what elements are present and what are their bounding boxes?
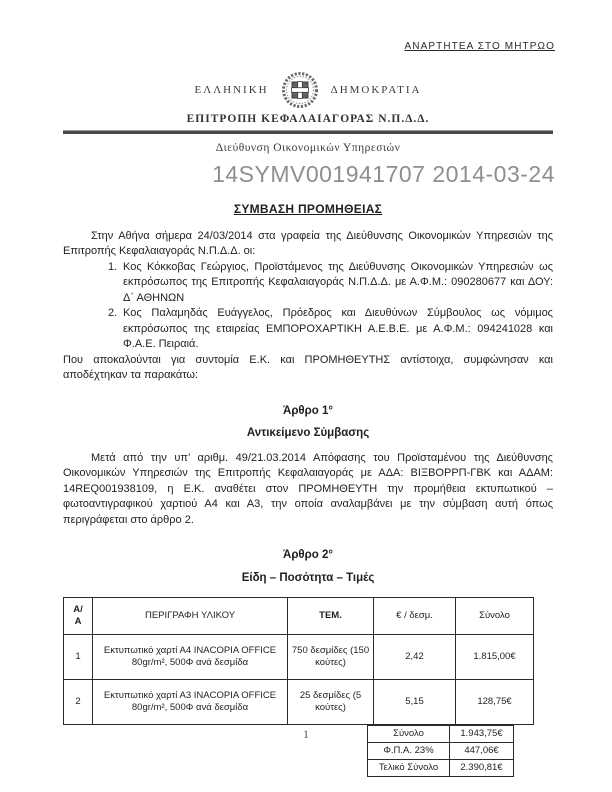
republic-right-label: ΔΗΜΟΚΡΑΤΙΑ	[330, 84, 422, 96]
republic-row	[63, 70, 553, 110]
protocol-number: 14SYMV001941707 2014-03-24	[212, 161, 555, 187]
summary-label: Φ.Π.Α. 23%	[368, 743, 450, 760]
cell-total: 128,75€	[456, 680, 534, 725]
article2-subheading: Είδη – Ποσότητα – Τιμές	[241, 571, 375, 584]
summary-row-vat	[368, 743, 514, 760]
contract-body	[63, 202, 553, 777]
article1-subheading: Αντικείμενο Σύμβασης	[246, 427, 370, 439]
registry-stamp: ΑΝΑΡΤΗΤΕΑ ΣΤΟ ΜΗΤΡΩΟ	[404, 41, 555, 52]
cell-quantity: 25 δεσμίδες (5 κούτες)	[288, 680, 374, 725]
summary-value: 1.943,75€	[450, 726, 514, 743]
letterhead	[63, 70, 553, 154]
document-title: ΣΥΜΒΑΣΗ ΠΡΟΜΗΘΕΙΑΣ	[233, 202, 383, 216]
cell-unit-price: 2,42	[374, 635, 456, 680]
list-item-marker: 1.	[108, 260, 118, 273]
agreement-clause: Που αποκαλούνται για συντομία Ε.Κ. και ΠΡΟΜΗΘΕΥΤΗΣ αντίστοιχα, συμφώνησαν και αποδέχτηκαν τα παρακάτω:	[63, 353, 553, 381]
cell-row-number: 2	[64, 680, 93, 725]
list-item	[108, 306, 553, 353]
list-item	[108, 260, 553, 307]
header-cell-aa	[64, 598, 93, 635]
article2-heading: Άρθρο 2°	[283, 549, 333, 561]
republic-left-label: ΕΛΛΗΝΙΚΗ	[194, 84, 269, 96]
organization-name: ΕΠΙΤΡΟΠΗ ΚΕΦΑΛΑΙΑΓΟΡΑΣ Ν.Π.Δ.Δ.	[186, 113, 430, 125]
summary-label: Σύνολο	[368, 726, 450, 743]
page-number: 1	[303, 727, 309, 741]
intro-paragraph: Στην Αθήνα σήμερα 24/03/2014 στα γραφεία της Διεύθυνσης Οικονομικών Υπηρεσιών της Επιτροπής Κεφαλαιαγοράς Ν.Π.Δ.Δ. οι:	[63, 229, 553, 257]
cell-description: Εκτυπωτικό χαρτί Α4 INACOPIA OFFICE 80gr/m², 500Φ ανά δεσμίδα	[93, 635, 288, 680]
summary-label: Τελικό Σύνολο	[368, 760, 450, 777]
list-item-marker: 2.	[108, 307, 118, 319]
greek-coat-of-arms-icon	[279, 70, 321, 110]
party-list	[108, 260, 553, 353]
article1-body: Μετά από την υπ’ αριθμ. 49/21.03.2014 Απόφασης του Προϊσταμένου της Διεύθυνσης Οικονομικών Υπηρεσιών της Επιτροπής Κεφαλαιαγοράς με ΑΔΑ: ΒΙΞΒΟΡΡΠ-ΓΒΚ και ΑΔΑΜ: 14REQ001938109, η Ε.Κ. αναθέτει στον ΠΡΟΜΗΘΕΥΤΗ την προμήθεια εκτυπωτικού – φωτοαντιγραφικού χαρτιού Α4 και Α3, την οποία αναλαμβάνει με την σύμβαση αυτή όπως περιγράφεται στο άρθρο 2.	[63, 451, 553, 526]
summary-value: 447,06€	[450, 743, 514, 760]
summary-row-grand-total	[368, 760, 514, 777]
table-row	[64, 680, 534, 725]
department-name: Διεύθυνση Οικονομικών Υπηρεσιών	[215, 142, 401, 154]
header-cell-quantity: ΤΕΜ.	[288, 598, 374, 635]
header-cell-description: ΠΕΡΙΓΡΑΦΗ ΥΛΙΚΟΥ	[93, 598, 288, 635]
list-item-text: Κος Παλαμηδάς Ευάγγελος, Πρόεδρος και Διευθύνων Σύμβουλος ως νόμιμος εκπρόσωπος της εταιρείας ΕΜΠΟΡΟΧΑΡΤΙΚΗ Α.Ε.Β.Ε. με Α.Φ.Μ.: 094241028 και Φ.Α.Ε. Πειραιά.	[123, 307, 553, 350]
header-cell-unit-price: € / δεσμ.	[374, 598, 456, 635]
items-table	[63, 597, 534, 725]
summary-value: 2.390,81€	[450, 760, 514, 777]
table-header-row	[64, 598, 534, 635]
cell-description: Εκτυπωτικό χαρτί Α3 INACOPIA OFFICE 80gr/m², 500Φ ανά δεσμίδα	[93, 680, 288, 725]
header-cell-total: Σύνολο	[456, 598, 534, 635]
cell-quantity: 750 δεσμίδες (150 κούτες)	[288, 635, 374, 680]
cell-unit-price: 5,15	[374, 680, 456, 725]
header-aa-line2: Α	[74, 616, 82, 627]
cell-total: 1.815,00€	[456, 635, 534, 680]
table-row	[64, 635, 534, 680]
list-item-text: Κος Κόκκοβας Γεώργιος, Προϊστάμενος της Διεύθυνσης Οικονομικών Υπηρεσιών ως εκπρόσωπος της Επιτροπής Κεφαλαιαγοράς Ν.Π.Δ.Δ. με Α.Φ.Μ.: 090280677 και ΔΟΥ: Δ΄ ΑΘΗΝΩΝ	[123, 260, 553, 304]
cell-row-number: 1	[64, 635, 93, 680]
header-aa-line1: Α/	[73, 604, 83, 615]
article1-heading: Άρθρο 1°	[283, 404, 333, 417]
letterhead-divider	[63, 130, 553, 134]
